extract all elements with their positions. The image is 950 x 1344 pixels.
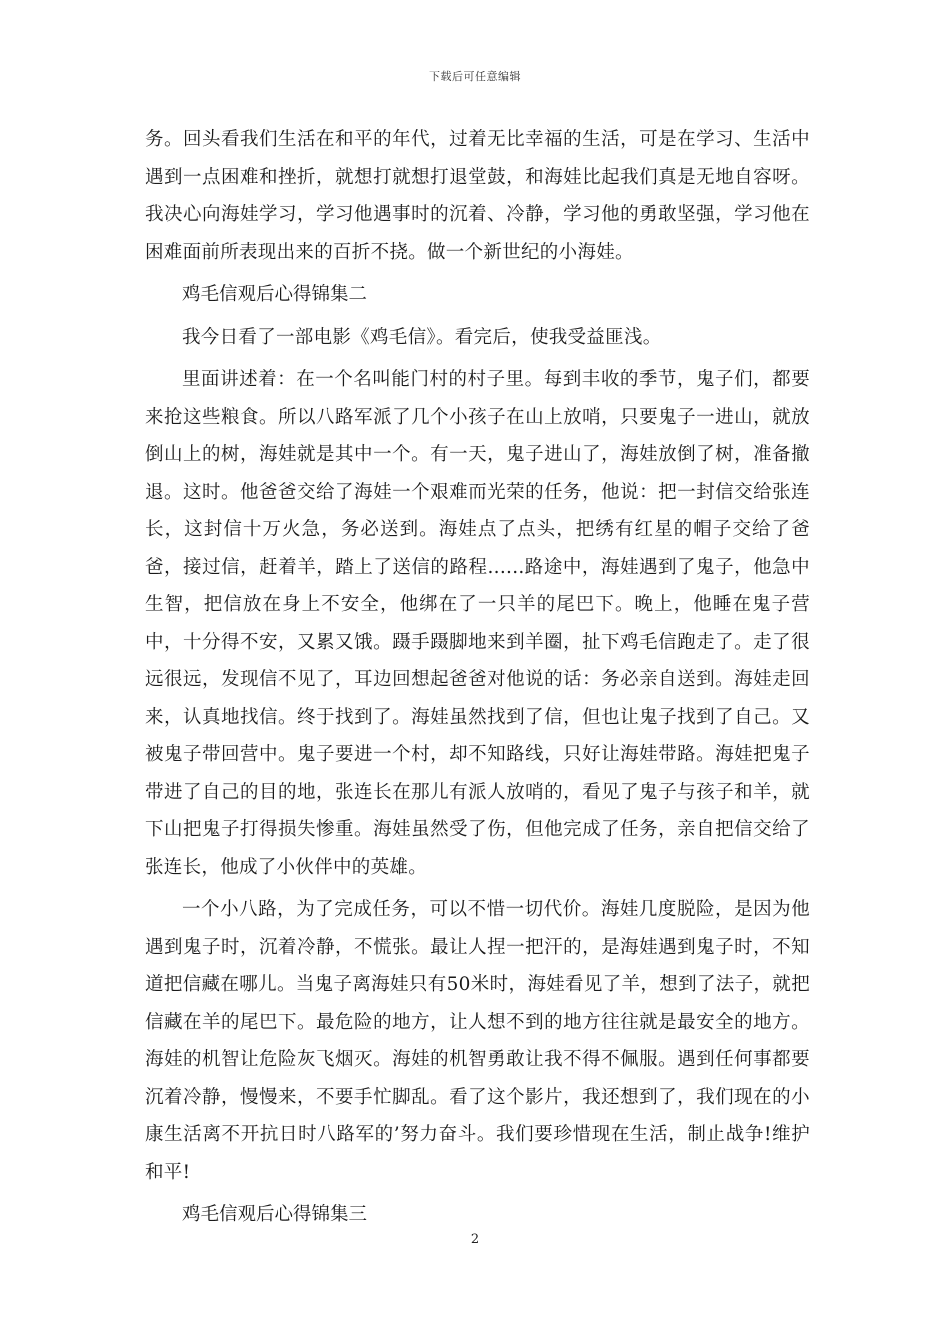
paragraph-continuation: 务。回头看我们生活在和平的年代，过着无比幸福的生活，可是在学习、生活中遇到一点困难和挫折，就想打就想打退堂鼓，和海娃比起我们真是无地自容呀。我决心向海娃学习，学习他遇事时的沉着、冷静，学习他的勇敢坚强，学习他在困难面前所表现出来的百折不挠。做一个新世纪的小海娃。 <box>145 129 810 263</box>
document-body <box>145 121 810 1239</box>
paragraph-intro: 我今日看了一部电影《鸡毛信》。看完后，使我受益匪浅。 <box>182 326 662 348</box>
section-heading-3: 鸡毛信观后心得锦集三 <box>182 1204 368 1225</box>
paragraph-story: 里面讲述着：在一个名叫能门村的村子里。每到丰收的季节，鬼子们，都要来抢这些粮食。所以八路军派了几个小孩子在山上放哨，只要鬼子一进山，就放倒山上的树，海娃就是其中一个。有一天，鬼子进山了，海娃放倒了树，准备撤退。这时。他爸爸交给了海娃一个艰难而光荣的任务，他说：把一封信交给张连长，这封信十万火急，务必送到。海娃点了点头，把绣有红星的帽子交给了爸爸，接过信，赶着羊，踏上了送信的路程......路途中，海娃遇到了鬼子，他急中生智，把信放在身上不安全，他绑在了一只羊的尾巴下。晚上，他睡在鬼子营中，十分得不安，又累又饿。蹑手蹑脚地来到羊圈，扯下鸡毛信跑走了。走了很远很远，发现信不见了，耳边回想起爸爸对他说的话：务必亲自送到。海娃走回来，认真地找信。终于找到了。海娃虽然找到了信，但也让鬼子找到了自己。又被鬼子带回营中。鬼子要进一个村，却不知路线，只好让海娃带路。海娃把鬼子带进了自己的目的地，张连长在那儿有派人放哨的，看见了鬼子与孩子和羊，就下山把鬼子打得损失惨重。海娃虽然受了伤，但他完成了任务，亲自把信交给了张连长，他成了小伙伴中的英雄。 <box>145 369 810 878</box>
paragraph-reflection: 一个小八路，为了完成任务，可以不惜一切代价。海娃几度脱险，是因为他遇到鬼子时，沉着冷静，不慌张。最让人捏一把汗的，是海娃遇到鬼子时，不知道把信藏在哪儿。当鬼子离海娃只有50米时，海娃看见了羊，想到了法子，就把信藏在羊的尾巴下。最危险的地方，让人想不到的地方往往就是最安全的地方。海娃的机智让危险灰飞烟灭。海娃的机智勇敢让我不得不佩服。遇到任何事都要沉着冷静，慢慢来，不要手忙脚乱。看了这个影片，我还想到了，我们现在的小康生活离不开抗日时八路军的’努力奋斗。我们要珍惜现在生活，制止战争!维护和平! <box>145 899 810 1183</box>
page-header: 下载后可任意编辑 <box>429 70 521 83</box>
page-number: 2 <box>470 1232 480 1247</box>
section-heading-2: 鸡毛信观后心得锦集二 <box>182 284 368 305</box>
